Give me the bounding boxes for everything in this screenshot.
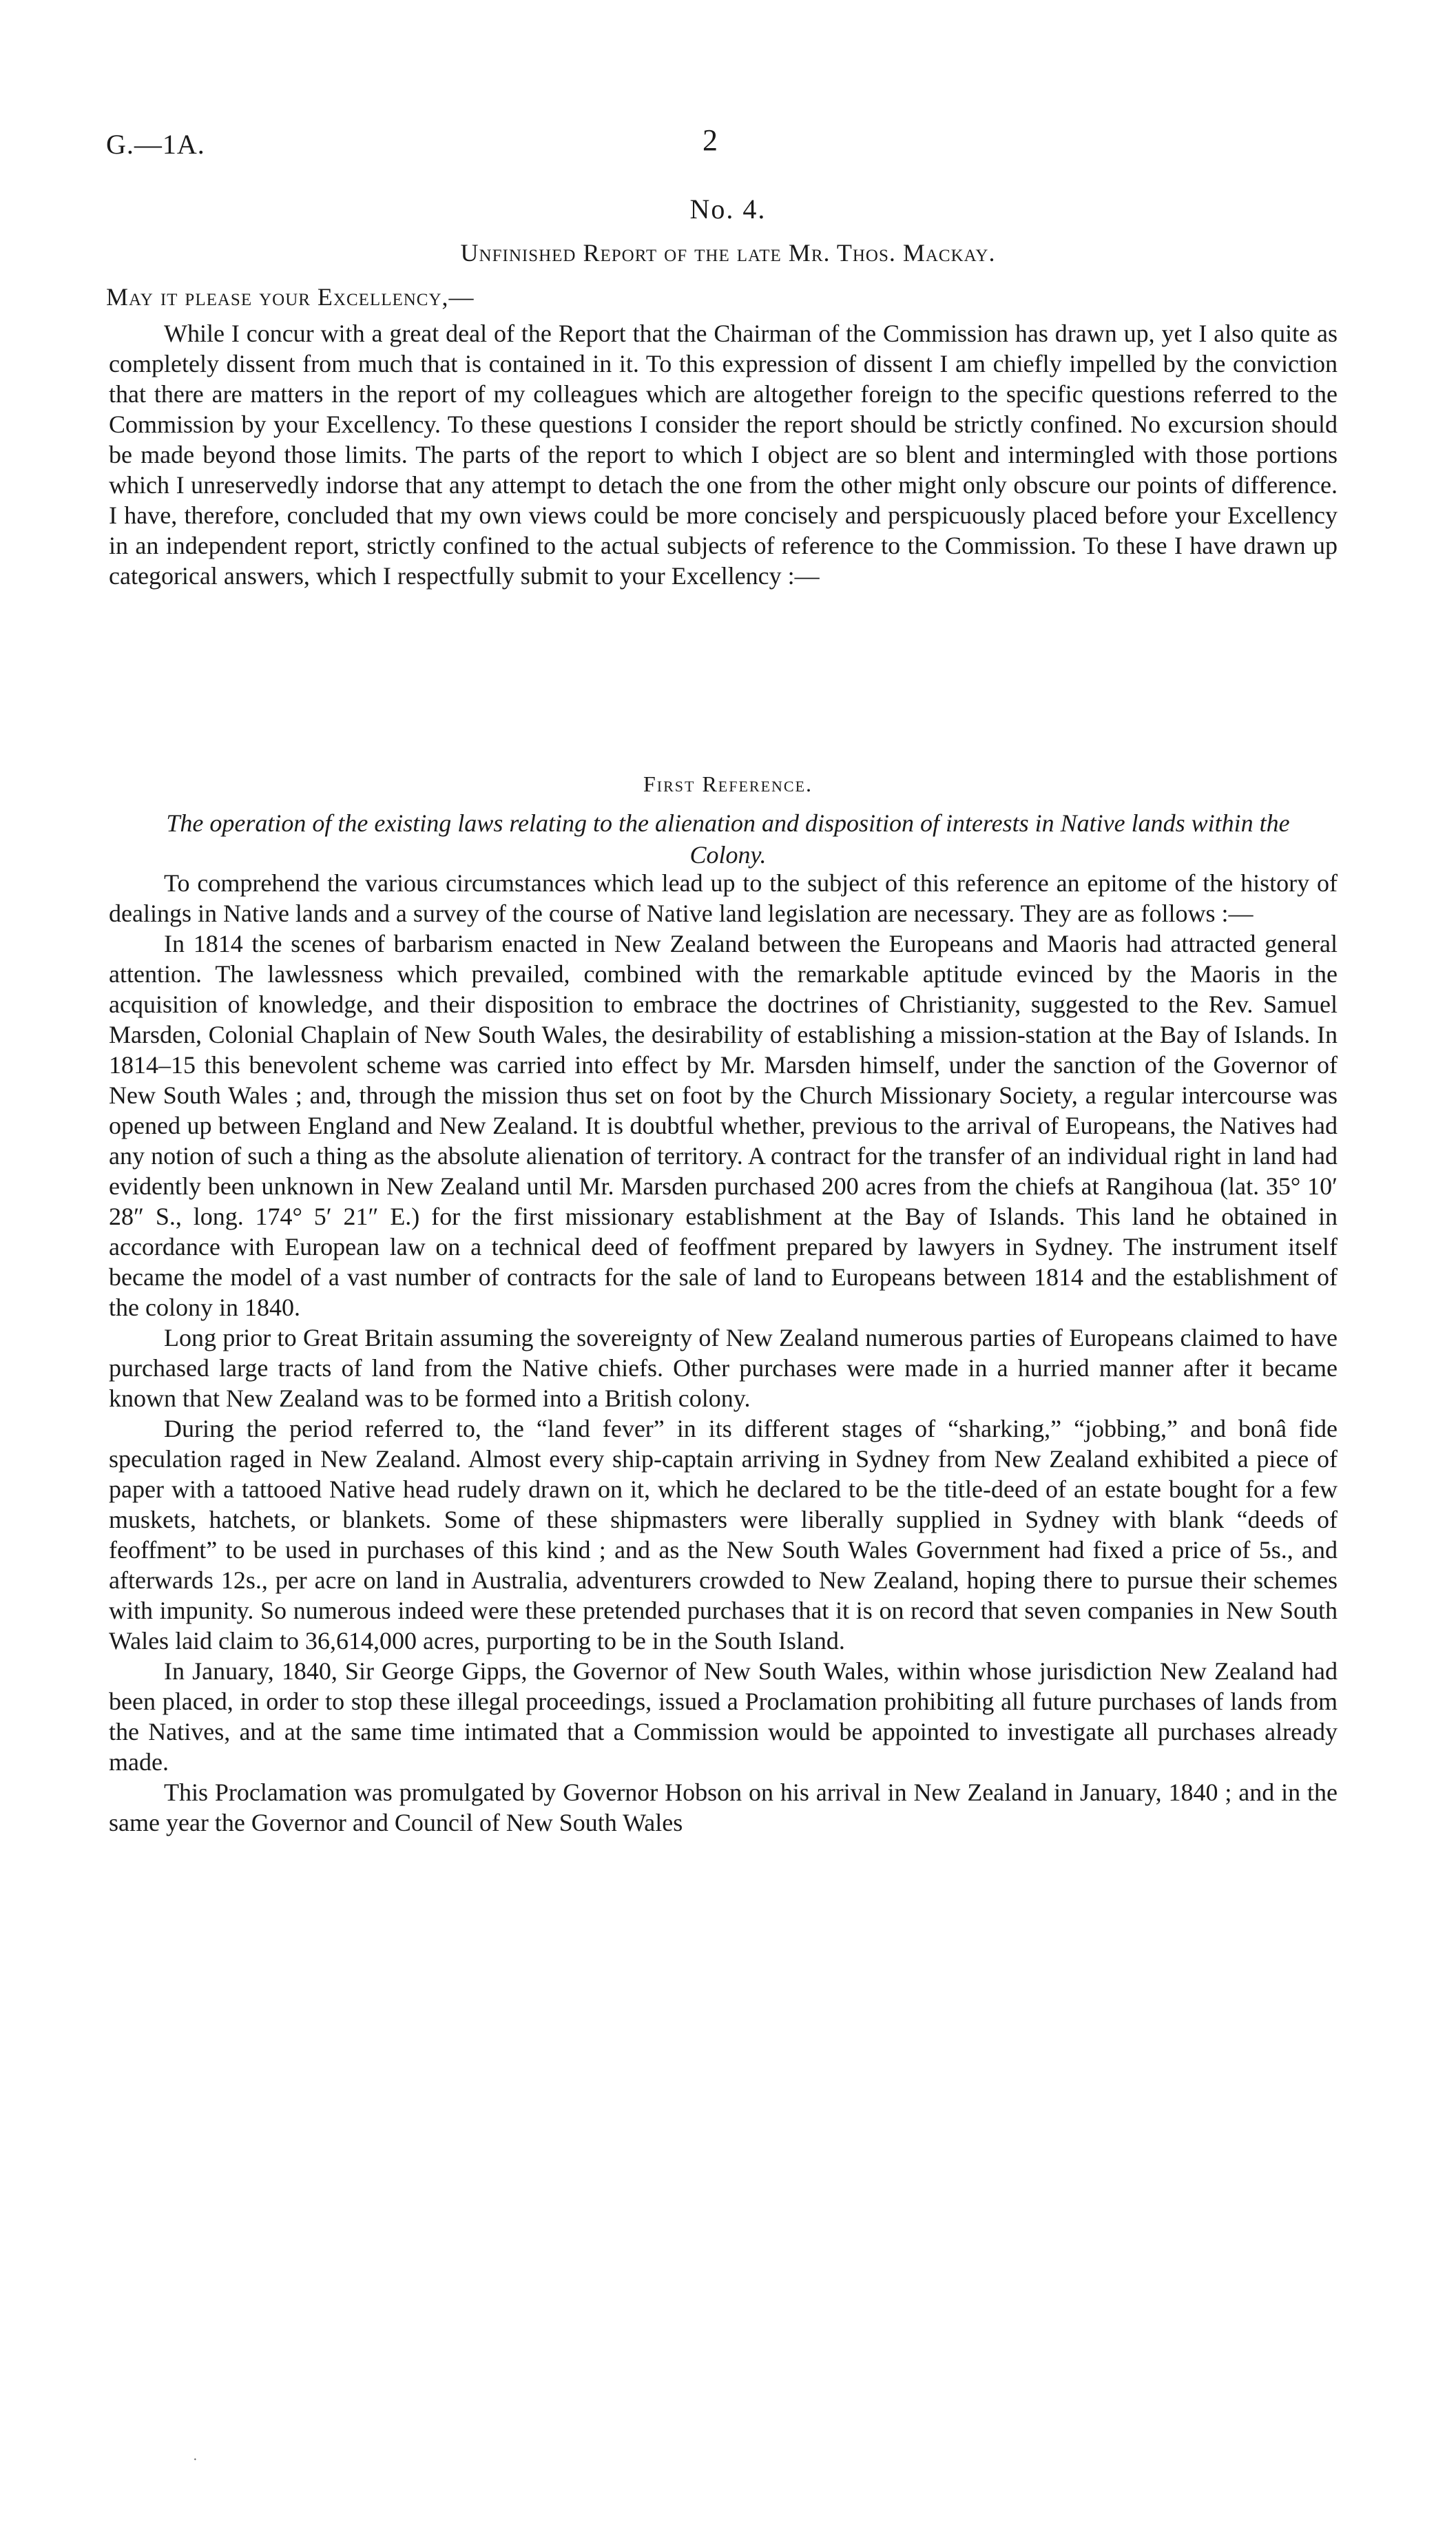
- body-paragraph: In January, 1840, Sir George Gipps, the Governor of New South Wales, within whose jurisdiction New Zealand had been placed, in order to stop these illegal proceedings, issued a Proclamation prohibiting all future purchases of lands from the Natives, and at the same time intimated that a Commission would be appointed to investigate all purchases already made.: [109, 1657, 1338, 1776]
- document-title: Unfinished Report of the late Mr. Thos. Mackay.: [460, 239, 996, 267]
- body-paragraph: To comprehend the various circumstances which lead up to the subject of this reference an epitome of the history of dealings in Native lands and a survey of the course of Native land legislation are necessary. They are as follows :—: [109, 869, 1338, 927]
- body-paragraph: During the period referred to, the “land fever” in its different stages of “sharking,” “jobbing,” and bonâ fide speculation raged in New Zealand. Almost every ship-captain arriving in Sydney from New Zealand exhibited a piece of paper with a tattooed Native head rudely drawn on it, which he declared to be the title-deed of an estate bought for a few muskets, hatchets, or blankets. Some of these shipmasters were liberally supplied in Sydney with blank “deeds of feoffment” to be used in purchases of this kind ; and as the New South Wales Government had fixed a price of 5s., and afterwards 12s., per acre on land in Australia, adventurers crowded to New Zealand, hoping there to pursue their schemes with impunity. So numerous indeed were these pretended purchases that it is on record that seven companies in New South Wales laid claim to 36,614,000 acres, purporting to be in the South Island.: [109, 1415, 1338, 1655]
- page-number: 2: [703, 123, 718, 157]
- section-subject: The operation of the existing laws relating to the alienation and disposition of interests in Native lands within the Colony.: [166, 809, 1290, 869]
- report-reference: G.—1A.: [106, 129, 205, 160]
- intro-section: [109, 318, 1338, 591]
- body-paragraph: In 1814 the scenes of barbarism enacted in New Zealand between the Europeans and Maoris had attracted general attention. The lawlessness which prevailed, combined with the remarkable aptitude evinced by the Maoris in the acquisition of knowledge, and their disposition to embrace the doctrines of Christianity, suggested to the Rev. Samuel Marsden, Colonial Chaplain of New South Wales, the desirability of establishing a mission-station at the Bay of Islands. In 1814–15 this benevolent scheme was carried into effect by Mr. Marsden himself, under the sanction of the Governor of New South Wales ; and, through the mission thus set on foot by the Church Missionary Society, a regular intercourse was opened up between England and New Zealand. It is doubtful whether, previous to the arrival of Europeans, the Natives had any notion of such a thing as the absolute alienation of territory. A contract for the transfer of an individual right in land had evidently been unknown in New Zealand until Mr. Marsden purchased 200 acres from the chiefs at Rangihoua (lat. 35° 10′ 28″ S., long. 174° 5′ 21″ E.) for the first missionary establishment at the Bay of Islands. This land he obtained in accordance with European law on a technical deed of feoffment prepared by lawyers in Sydney. The instrument itself became the model of a vast number of contracts for the sale of land to Europeans between 1814 and the establishment of the colony in 1840.: [109, 930, 1338, 1321]
- document-number: No. 4.: [689, 194, 767, 225]
- salutation: May it please your Excellency,—: [106, 283, 475, 311]
- intro-paragraph: While I concur with a great deal of the Report that the Chairman of the Commission has drawn up, yet I also quite as completely dissent from much that is contained in it. To this expression of dissent I am chiefly impelled by the conviction that there are matters in the report of my colleagues which are altogether foreign to the specific questions referred to the Commission by your Excellency. To these questions I consider the report should be strictly confined. No excursion should be made beyond those limits. The parts of the report to which I object are so blent and intermingled with those portions which I unreservedly indorse that any attempt to detach the one from the other might only obscure our points of difference. I have, therefore, concluded that my own views could be more concisely and perspicuously placed before your Excellency in an independent report, strictly confined to the actual subjects of reference to the Commission. To these I have drawn up categorical answers, which I respectfully submit to your Excellency :—: [109, 320, 1338, 590]
- section-heading: First Reference.: [643, 771, 813, 796]
- body-paragraph: This Proclamation was promulgated by Governor Hobson on his arrival in New Zealand in January, 1840 ; and in the same year the Governor and Council of New South Wales: [109, 1779, 1338, 1836]
- body-paragraph: Long prior to Great Britain assuming the sovereignty of New Zealand numerous parties of Europeans claimed to have purchased large tracts of land from the Native chiefs. Other purchases were made in a hurried manner after it became known that New Zealand was to be formed into a British colony.: [109, 1324, 1338, 1412]
- body-section: [109, 868, 1338, 1838]
- print-specks-decoration: ·: [193, 2452, 198, 2467]
